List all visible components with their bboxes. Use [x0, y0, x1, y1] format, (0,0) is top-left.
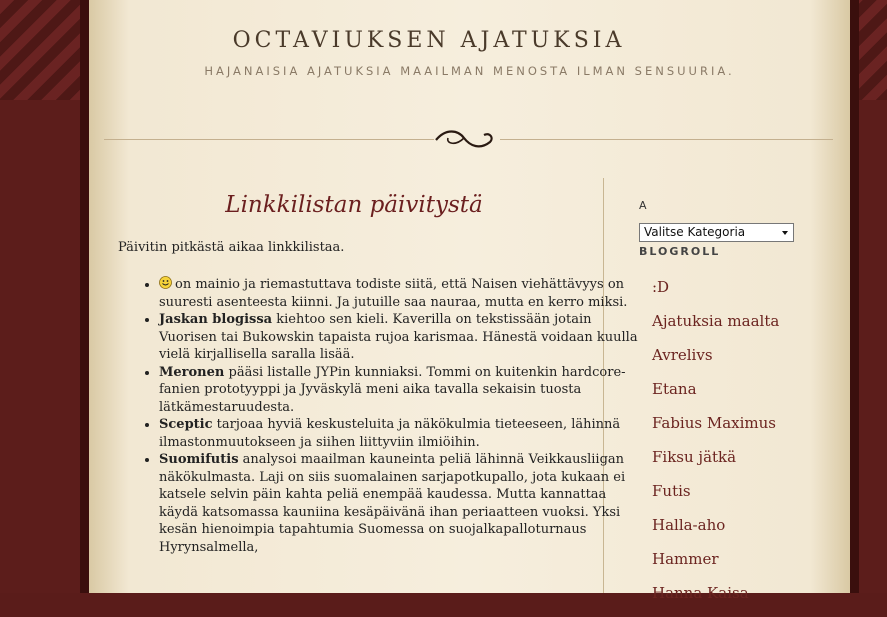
blogroll-list: [652, 277, 779, 617]
list-item: [159, 311, 639, 364]
blogroll-link[interactable]: Halla-aho: [652, 516, 726, 534]
blogroll-link[interactable]: Ajatuksia maalta: [652, 312, 780, 330]
category-select-value: Valitse Kategoria: [644, 225, 746, 239]
list-item-text: kiehtoo sen kieli. Kaverilla on tekstissään jotain Vuorisen tai Bukowskin tapaista rujoa karismaa. Hänestä voidaan kuulla vielä kirjallisella saralla lisää.: [159, 312, 638, 362]
header-divider-left: [104, 139, 434, 140]
post-link-list: [118, 276, 639, 556]
list-item: [159, 416, 639, 451]
list-item-link[interactable]: Meronen: [159, 364, 225, 380]
blogroll-link[interactable]: Fiksu jätkä: [652, 448, 737, 466]
blog-tagline: HAJANAISIA AJATUKSIA MAAILMAN MENOSTA ILMAN SENSUURIA.: [204, 64, 735, 78]
page-shadow-left: [80, 0, 89, 593]
blogroll-link[interactable]: Hanna Kaisa: [652, 584, 749, 602]
blogroll-link[interactable]: Futis: [652, 482, 691, 500]
blogroll-link[interactable]: :D: [652, 278, 670, 296]
page-shadow-right: [850, 0, 859, 593]
header-divider-right: [500, 139, 833, 140]
post-title[interactable]: Linkkilistan päivitystä: [225, 192, 483, 218]
blog-title[interactable]: OCTAVIUKSEN AJATUKSIA: [232, 28, 626, 53]
list-item-link[interactable]: Sceptic: [159, 417, 213, 432]
blogroll-link[interactable]: Fabius Maximus: [652, 414, 776, 432]
list-item-link[interactable]: Suomifutis: [159, 452, 239, 467]
list-item: [159, 451, 639, 556]
smiley-icon[interactable]: [159, 276, 172, 289]
blogroll-link[interactable]: Avrelivs: [652, 346, 713, 364]
list-item: [159, 364, 639, 417]
chevron-down-icon: [782, 231, 788, 235]
post-intro: Päivitin pitkästä aikaa linkkilistaa.: [118, 240, 345, 255]
blogroll-heading: BLOGROLL: [639, 245, 721, 258]
blogroll-link[interactable]: Hammer: [652, 550, 719, 568]
list-item: [159, 276, 639, 311]
list-item-text: on mainio ja riemastuttava todiste siitä, että Naisen viehättävyys on suuresti asenteesta kiinni. Ja jutuille saa nauraa, mutta en kerro miksi.: [159, 277, 628, 310]
list-item-text: pääsi listalle JYPin kunniaksi. Tommi on kuitenkin hardcore-fanien prototyyppi ja Jyväskylä meni aika tavalla sekaisin tuosta lätkämestaruudesta.: [159, 364, 626, 415]
category-heading: A: [639, 199, 649, 212]
list-item-text: tarjoaa hyviä keskusteluita ja näkökulmia tieteeseen, lähinnä ilmastonmuutokseen ja siihen liittyviin ilmiöihin.: [159, 417, 621, 450]
list-item-text: analysoi maailman kauneinta peliä lähinnä Veikkausliigan näkökulmasta. Laji on siis suomalainen sarjapotkupallo, jota kukaan ei katsele selvin päin kahta peliä enempää kaudessa. Mutta kannattaa käydä katsomassa kauniina kesäpäivänä ihan periaatteen vuoksi. Yksi kesän hienoimpia tapahtumia Suomessa on suojalkapalloturnaus Hyrynsalmella,: [159, 452, 626, 555]
list-item-link[interactable]: Jaskan blogissa: [159, 312, 273, 327]
category-select[interactable]: [639, 223, 794, 242]
flourish-ornament-icon: [434, 124, 500, 154]
blogroll-link[interactable]: Etana: [652, 380, 697, 398]
